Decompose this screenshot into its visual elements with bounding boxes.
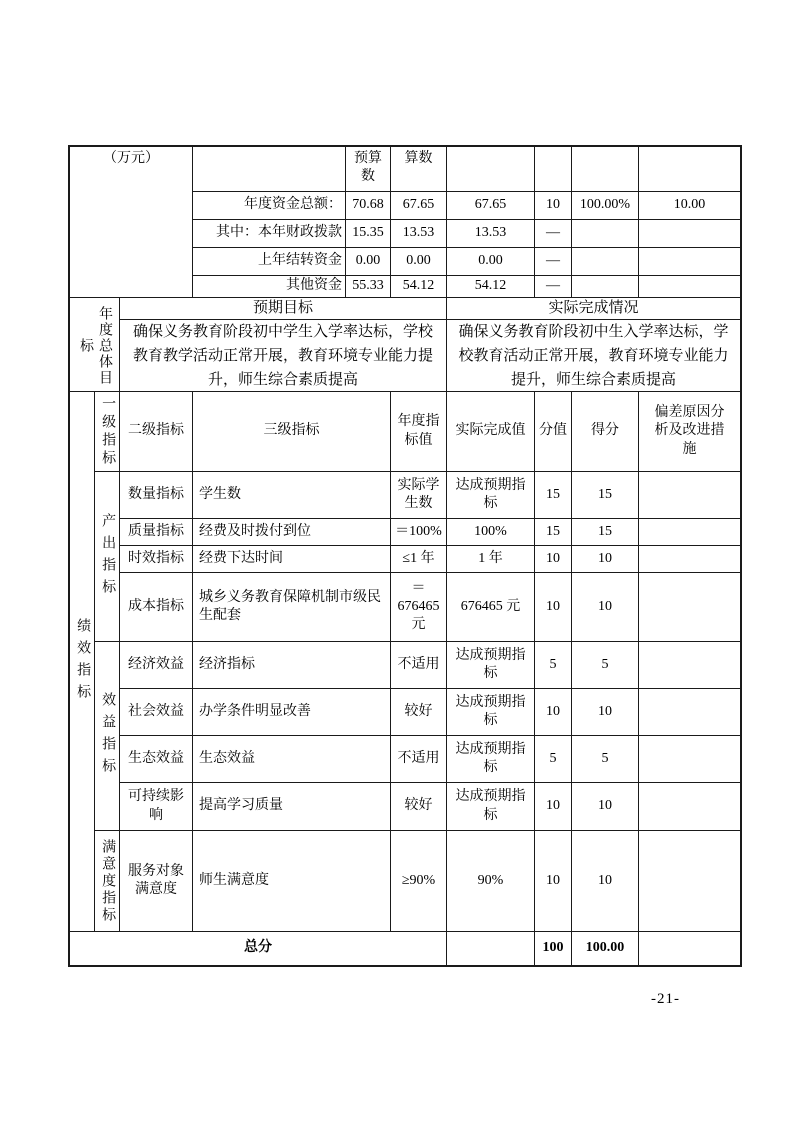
- funding-budget-value: 55.33: [346, 276, 391, 298]
- header-actual-value: 实际完成值: [447, 392, 535, 472]
- header-deviation-analysis: 偏差原因分析及改进措施: [639, 392, 740, 472]
- indicator-points: 5: [535, 736, 572, 783]
- funding-budget-value: 70.68: [346, 192, 391, 220]
- expected-goal-text: 确保义务教育阶段初中学生入学率达标，学校教育教学活动正常开展，教育环境专业能力提升，师生综合素质提高: [120, 320, 447, 392]
- funding-score-value: [639, 248, 740, 276]
- funding-rate-value: [572, 220, 639, 248]
- indicator-l3: 办学条件明显改善: [193, 689, 391, 736]
- header-level2-indicator: 二级指标: [120, 392, 193, 472]
- indicator-points: 10: [535, 783, 572, 831]
- funding-header-blank: [535, 147, 572, 192]
- indicator-target: ＝676465 元: [391, 573, 447, 642]
- funding-score-value: 10.00: [639, 192, 740, 220]
- indicator-deviation: [639, 519, 740, 546]
- funding-actual-value: 67.65: [447, 192, 535, 220]
- total-score-label: 总分: [70, 932, 447, 965]
- funding-row-label: 上年结转资金: [193, 248, 346, 276]
- funding-points-value: —: [535, 220, 572, 248]
- indicator-target: ≤1 年: [391, 546, 447, 573]
- indicator-target: 不适用: [391, 642, 447, 689]
- indicator-l3: 经费及时拨付到位: [193, 519, 391, 546]
- indicator-target: ＝100%: [391, 519, 447, 546]
- funding-header-blank: [639, 147, 740, 192]
- funding-header-final: 算数: [391, 147, 447, 192]
- actual-completion-text: 确保义务教育阶段初中生入学率达标，学校教育活动正常开展，教育环境专业能力提升，师生综合素质提高: [447, 320, 740, 392]
- funding-header-blank: [193, 147, 346, 192]
- indicator-l3: 经济指标: [193, 642, 391, 689]
- group-label-satisfaction-indicators: 满意度指标: [95, 831, 120, 932]
- page-number: -21-: [651, 991, 680, 1007]
- header-level3-indicator: 三级指标: [193, 392, 391, 472]
- total-points-value: 100: [535, 932, 572, 965]
- indicator-l2: 时效指标: [120, 546, 193, 573]
- indicator-score: 15: [572, 472, 639, 519]
- indicator-l2: 经济效益: [120, 642, 193, 689]
- indicator-l2: 可持续影响: [120, 783, 193, 831]
- funding-score-value: [639, 220, 740, 248]
- indicator-l3: 城乡义务教育保障机制市级民生配套: [193, 573, 391, 642]
- funding-unit-label: （万元）: [70, 147, 193, 298]
- indicator-score: 5: [572, 642, 639, 689]
- indicator-deviation: [639, 546, 740, 573]
- indicator-points: 5: [535, 642, 572, 689]
- performance-indicator-section-label: 绩效指标: [70, 392, 95, 932]
- total-blank: [447, 932, 535, 965]
- funding-actual-value: 13.53: [447, 220, 535, 248]
- indicator-score: 15: [572, 519, 639, 546]
- indicator-actual: 达成预期指标: [447, 736, 535, 783]
- indicator-l3: 提高学习质量: [193, 783, 391, 831]
- indicator-score: 10: [572, 831, 639, 932]
- indicator-l3: 生态效益: [193, 736, 391, 783]
- annual-goal-row-header: [70, 298, 120, 392]
- indicator-target: ≥90%: [391, 831, 447, 932]
- indicator-target: 不适用: [391, 736, 447, 783]
- indicator-l2: 成本指标: [120, 573, 193, 642]
- funding-points-value: —: [535, 248, 572, 276]
- indicator-l2: 数量指标: [120, 472, 193, 519]
- actual-completion-header: 实际完成情况: [447, 298, 740, 320]
- indicator-l3: 经费下达时间: [193, 546, 391, 573]
- indicator-actual: 达成预期指标: [447, 689, 535, 736]
- indicator-score: 10: [572, 689, 639, 736]
- funding-final-value: 0.00: [391, 248, 447, 276]
- indicator-score: 5: [572, 736, 639, 783]
- funding-score-value: [639, 276, 740, 298]
- funding-final-value: 54.12: [391, 276, 447, 298]
- indicator-score: 10: [572, 783, 639, 831]
- indicator-score: 10: [572, 573, 639, 642]
- indicator-target: 较好: [391, 783, 447, 831]
- indicator-deviation: [639, 472, 740, 519]
- funding-row-label: 其中：本年财政拨款: [193, 220, 346, 248]
- annual-goal-row-label: 年度总体目标: [78, 305, 112, 386]
- indicator-actual: 达成预期指标: [447, 642, 535, 689]
- header-level1-indicator: 一级指标: [95, 392, 120, 472]
- indicator-l2: 生态效益: [120, 736, 193, 783]
- indicator-deviation: [639, 642, 740, 689]
- indicator-points: 10: [535, 546, 572, 573]
- funding-budget-value: 15.35: [346, 220, 391, 248]
- indicator-l3: 学生数: [193, 472, 391, 519]
- group-label-output-indicators: 产出指标: [95, 472, 120, 642]
- indicator-actual: 90%: [447, 831, 535, 932]
- funding-row-label: 年度资金总额：: [193, 192, 346, 220]
- indicator-target: 较好: [391, 689, 447, 736]
- funding-budget-value: 0.00: [346, 248, 391, 276]
- indicator-actual: 100%: [447, 519, 535, 546]
- funding-points-value: 10: [535, 192, 572, 220]
- total-blank: [639, 932, 740, 965]
- indicator-points: 10: [535, 689, 572, 736]
- indicator-points: 10: [535, 831, 572, 932]
- indicator-l2: 服务对象满意度: [120, 831, 193, 932]
- funding-points-value: —: [535, 276, 572, 298]
- indicator-deviation: [639, 783, 740, 831]
- expected-goal-header: 预期目标: [120, 298, 447, 320]
- funding-actual-value: 54.12: [447, 276, 535, 298]
- indicator-l3: 师生满意度: [193, 831, 391, 932]
- indicator-deviation: [639, 831, 740, 932]
- indicator-actual: 达成预期指标: [447, 783, 535, 831]
- performance-evaluation-table: [68, 145, 742, 967]
- funding-header-blank: [572, 147, 639, 192]
- funding-rate-value: 100.00%: [572, 192, 639, 220]
- indicator-actual: 676465 元: [447, 573, 535, 642]
- funding-final-value: 13.53: [391, 220, 447, 248]
- indicator-points: 15: [535, 519, 572, 546]
- indicator-points: 15: [535, 472, 572, 519]
- indicator-l2: 质量指标: [120, 519, 193, 546]
- funding-row-label: 其他资金: [193, 276, 346, 298]
- indicator-actual: 1 年: [447, 546, 535, 573]
- total-score-value: 100.00: [572, 932, 639, 965]
- funding-final-value: 67.65: [391, 192, 447, 220]
- indicator-deviation: [639, 736, 740, 783]
- funding-rate-value: [572, 248, 639, 276]
- indicator-actual: 达成预期指标: [447, 472, 535, 519]
- indicator-deviation: [639, 689, 740, 736]
- funding-rate-value: [572, 276, 639, 298]
- funding-header-budget: 预算数: [346, 147, 391, 192]
- indicator-deviation: [639, 573, 740, 642]
- indicator-target: 实际学生数: [391, 472, 447, 519]
- group-label-benefit-indicators: 效益指标: [95, 642, 120, 831]
- header-points: 分值: [535, 392, 572, 472]
- indicator-score: 10: [572, 546, 639, 573]
- indicator-l2: 社会效益: [120, 689, 193, 736]
- header-score: 得分: [572, 392, 639, 472]
- indicator-points: 10: [535, 573, 572, 642]
- funding-actual-value: 0.00: [447, 248, 535, 276]
- header-annual-target: 年度指标值: [391, 392, 447, 472]
- funding-header-blank: [447, 147, 535, 192]
